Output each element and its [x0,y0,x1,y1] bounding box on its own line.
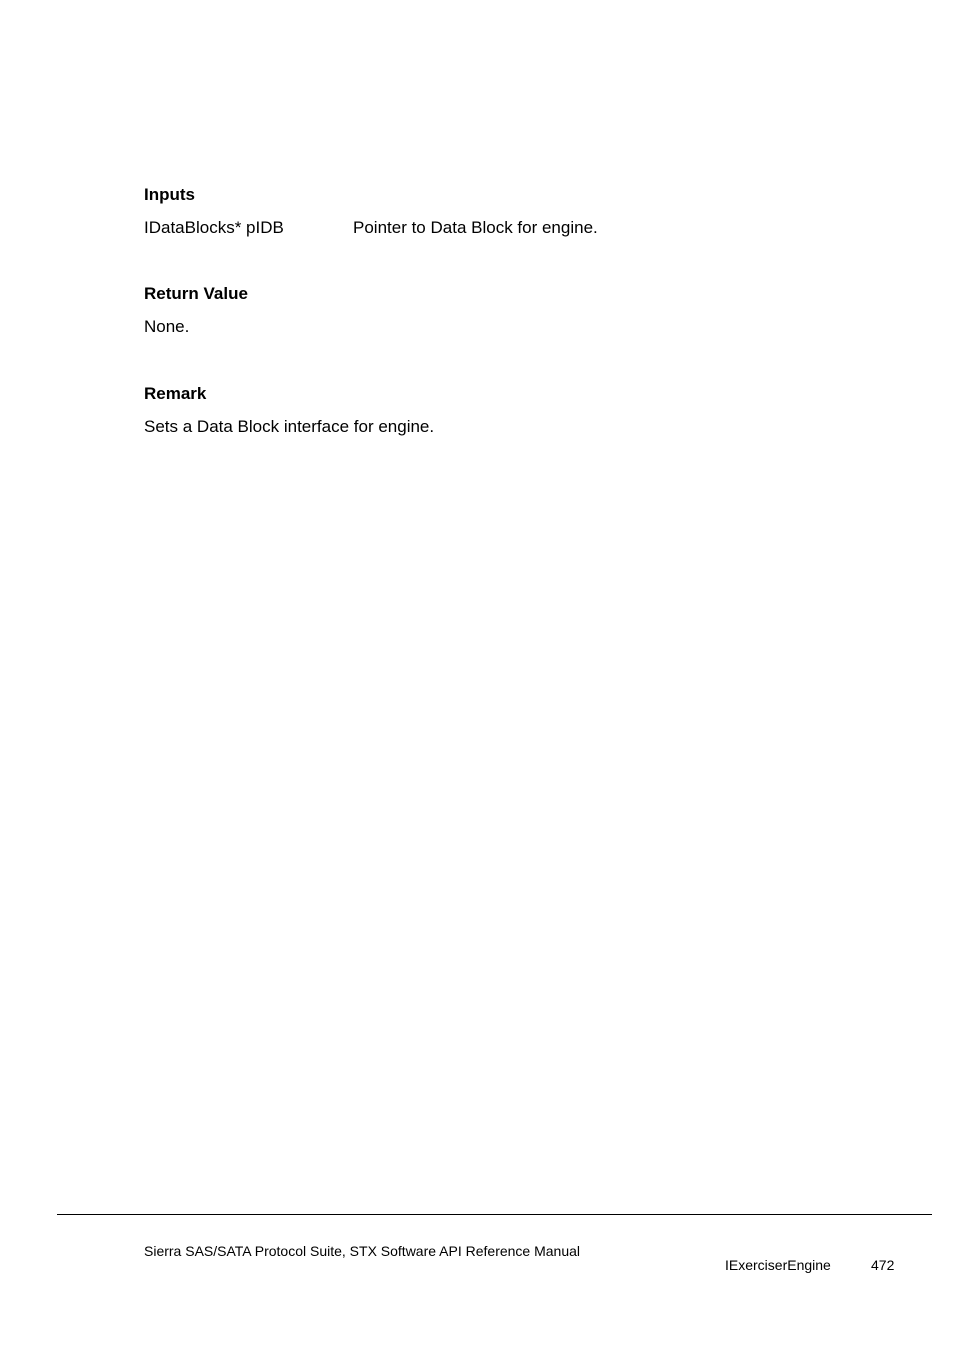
footer-page-number: 472 [871,1257,895,1273]
remark-text: Sets a Data Block interface for engine. [144,417,435,436]
inputs-heading: Inputs [144,185,195,204]
return-value-text: None. [144,317,190,336]
param-name: IDataBlocks* pIDB [144,218,284,237]
footer-section-name: IExerciserEngine [725,1257,831,1273]
footer-manual-title: Sierra SAS/SATA Protocol Suite, STX Software API Reference Manual [144,1243,581,1259]
footer-divider [57,1214,932,1215]
return-value-heading: Return Value [144,284,248,303]
param-description: Pointer to Data Block for engine. [353,218,598,237]
remark-heading: Remark [144,384,207,403]
